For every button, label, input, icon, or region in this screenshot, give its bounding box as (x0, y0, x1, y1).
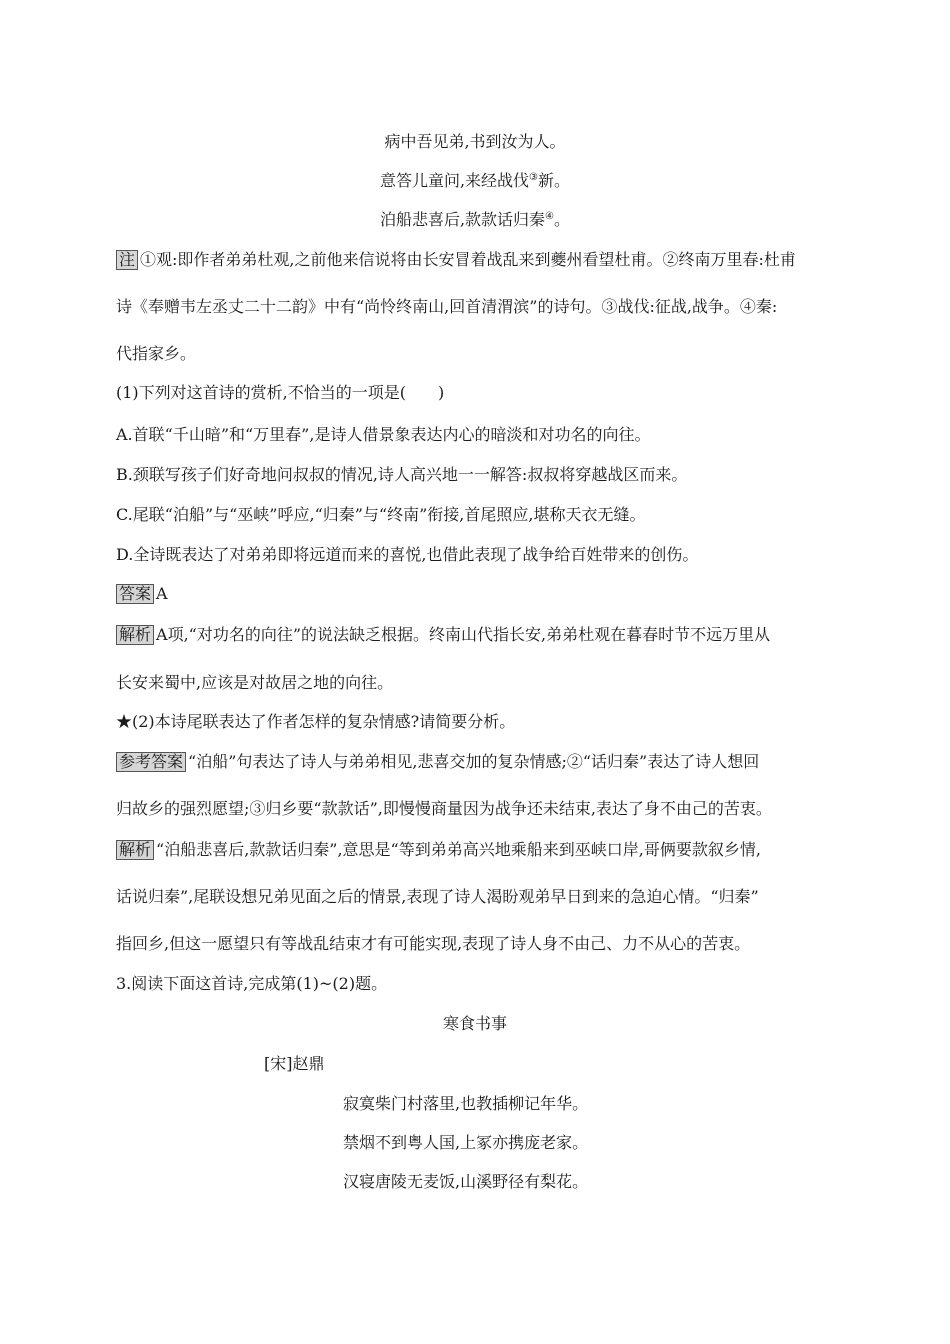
analysis-line: 话说归秦”,尾联设想兄弟见面之后的情景,表现了诗人渴盼观弟早日到来的急迫心情。“归秦” (116, 887, 759, 906)
footnote-marker: ③ (529, 172, 539, 183)
analysis-line: 解析 A项,“对功名的向往”的说法缺乏根据。终南山代指长安,弟弟杜观在暮春时节不远万里从 (116, 625, 770, 645)
notes-tag: 注 (116, 250, 138, 270)
option-c: C.尾联“泊船”与“巫峡”呼应,“归秦”与“终南”衔接,首尾照应,堪称天衣无缝。 (116, 505, 646, 524)
answer-line (116, 584, 168, 604)
poem-author: [宋]赵鼎 (264, 1054, 325, 1073)
option-a: A.首联“千山暗”和“万里春”,是诗人借景象表达内心的暗淡和对功名的向往。 (116, 425, 651, 444)
analysis-tag: 解析 (116, 625, 154, 645)
analysis-tag: 解析 (116, 840, 154, 860)
question-stem: 3.阅读下面这首诗,完成第(1)~(2)题。 (116, 974, 388, 993)
poem-line: 汉寝唐陵无麦饭,山溪野径有梨花。 (343, 1172, 589, 1191)
answer-tag: 答案 (116, 584, 154, 604)
option-b: B.颈联写孩子们好奇地问叔叔的情况,诗人高兴地一一解答:叔叔将穿越战区而来。 (116, 465, 688, 484)
poem-line: 寂寞柴门村落里,也教插柳记年华。 (343, 1094, 589, 1113)
question-stem: (1)下列对这首诗的赏析,不恰当的一项是( ) (116, 383, 445, 402)
notes-line: 诗《奉赠韦左丞丈二十二韵》中有“尚怜终南山,回首清渭滨”的诗句。③战伐:征战,战争。④秦: (116, 297, 778, 316)
analysis-line: 指回乡,但这一愿望只有等战乱结束才有可能实现,表现了诗人身不由己、力不从心的苦衷。 (116, 934, 751, 953)
answer-value: A (156, 584, 168, 603)
poem-line: 泊船悲喜后,款款话归秦④。 (379, 210, 571, 229)
poem-line: 意答儿童问,来经战伐③新。 (379, 171, 571, 190)
notes-line: 注 ①观:即作者弟弟杜观,之前他来信说将由长安冒着战乱来到夔州看望杜甫。②终南万里春:杜甫 (116, 250, 796, 270)
reference-answer-line: 参考答案 “泊船”句表达了诗人与弟弟相见,悲喜交加的复杂情感;②“话归秦”表达了诗人想回 (116, 752, 759, 772)
reference-answer-line: 归故乡的强烈愿望;③归乡要“款款话”,即慢慢商量因为战争还未结束,表达了身不由己的苦衷。 (116, 799, 772, 818)
poem-title: 寒食书事 (442, 1014, 507, 1033)
poem-line: 病中吾见弟,书到汝为人。 (384, 132, 566, 151)
poem-line: 禁烟不到粤人国,上冢亦携庞老家。 (343, 1133, 589, 1152)
analysis-line: 解析 “泊船悲喜后,款款话归秦”,意思是“等到弟弟高兴地乘船来到巫峡口岸,哥俩要款叙乡情, (116, 840, 761, 860)
reference-answer-tag: 参考答案 (116, 752, 186, 772)
notes-line: 代指家乡。 (116, 344, 197, 363)
analysis-line: 长安来蜀中,应该是对故居之地的向往。 (116, 673, 394, 692)
footnote-marker: ④ (545, 211, 555, 222)
question-stem: ★(2)本诗尾联表达了作者怎样的复杂情感?请简要分析。 (116, 712, 516, 731)
option-d: D.全诗既表达了对弟弟即将远道而来的喜悦,也借此表现了战争给百姓带来的创伤。 (116, 545, 699, 564)
